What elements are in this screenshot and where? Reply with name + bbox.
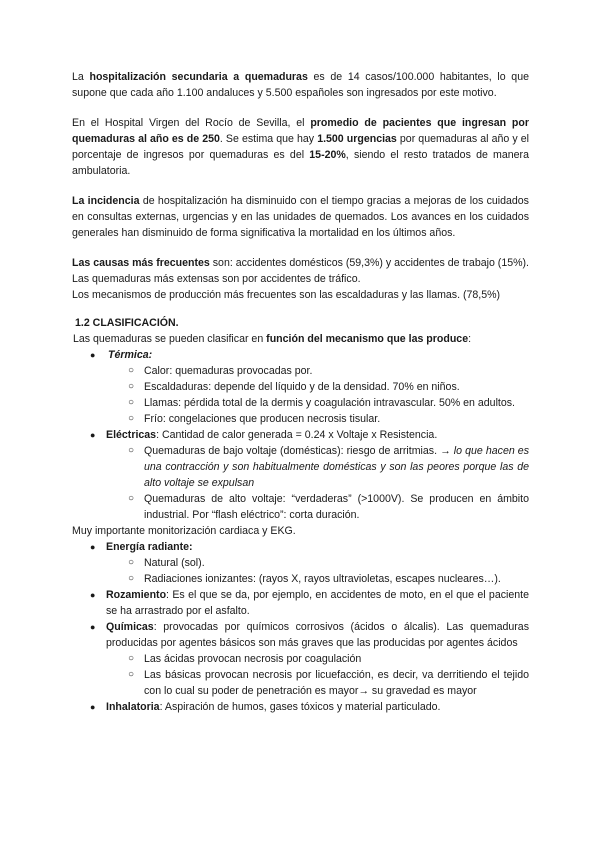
bold-text: 1.500 urgencias bbox=[317, 133, 397, 145]
filled-bullet-icon: ● bbox=[90, 590, 96, 600]
classification-list bbox=[72, 347, 529, 523]
hollow-bullet-icon: ○ bbox=[128, 669, 135, 680]
text: por quemaduras al año y el porcentaje de ingresos por quemaduras es del bbox=[72, 133, 529, 161]
bold-label: Energía radiante: bbox=[106, 541, 193, 553]
list-item-rozamiento bbox=[72, 587, 529, 619]
bold-label: Químicas bbox=[106, 621, 154, 633]
text: : Es el que se da, por ejemplo, en accidentes de moto, en el que el paciente se ha arrastrado por el asfalto. bbox=[106, 589, 529, 617]
text: En el Hospital Virgen del Rocío de Sevilla, el bbox=[72, 117, 311, 129]
text: Las básicas provocan necrosis por licuefacción, es decir, va derritiendo el tejido con lo cual su poder de penetración es mayor→ su gravedad es mayor bbox=[144, 669, 529, 697]
bold-label: Rozamiento bbox=[106, 589, 167, 601]
italic-text: lo que hacen es una contracción y son habitualmente domésticas y son las peores porque las de alto voltaje se expulsan bbox=[144, 445, 529, 489]
list-subitem bbox=[72, 651, 529, 667]
filled-bullet-icon: ● bbox=[90, 702, 96, 712]
list-subitem bbox=[72, 571, 529, 587]
filled-bullet-icon: ● bbox=[90, 350, 96, 360]
bold-text: promedio de pacientes que ingresan por quemaduras al año es de 250 bbox=[72, 117, 529, 145]
text: Quemaduras de alto voltaje: “verdaderas” (>1000V). Se producen en ámbito industrial. Por “flash eléctrico”: corta duración. bbox=[144, 493, 529, 521]
bold-text: La incidencia bbox=[72, 195, 140, 207]
hollow-bullet-icon: ○ bbox=[128, 381, 135, 392]
list-subitem bbox=[72, 443, 529, 491]
paragraph-mecanismos: Los mecanismos de producción más frecuentes son las escaldaduras y las llamas. (78,5%) bbox=[72, 289, 501, 301]
text: Radiaciones ionizantes: (rayos X, rayos ultravioletas, escapes nucleares…). bbox=[144, 573, 501, 585]
bold-text: Las causas más frecuentes bbox=[72, 257, 210, 269]
hollow-bullet-icon: ○ bbox=[128, 557, 135, 568]
text: : provocadas por químicos corrosivos (ácidos o álcalis). Las quemaduras producidas por agentes básicos son más graves que las producidas por agentes ácidos bbox=[106, 621, 529, 649]
list-item-electricas bbox=[72, 427, 529, 443]
hollow-bullet-icon: ○ bbox=[128, 573, 135, 584]
bold-label: Eléctricas bbox=[106, 429, 157, 441]
text: , siendo el resto tratados de manera ambulatoria. bbox=[72, 149, 529, 177]
text: Quemaduras de bajo voltaje (domésticas): riesgo de arritmias. → bbox=[144, 445, 454, 457]
hollow-bullet-icon: ○ bbox=[128, 493, 135, 504]
section-intro bbox=[73, 331, 529, 347]
list-item-termica bbox=[72, 347, 529, 363]
filled-bullet-icon: ● bbox=[90, 622, 96, 632]
text: Llamas: pérdida total de la dermis y coagulación intravascular. 50% en adultos. bbox=[144, 397, 515, 409]
note-monitorizacion: Muy importante monitorización cardiaca y EKG. bbox=[72, 525, 296, 537]
list-item-inhalatoria bbox=[72, 699, 529, 715]
paragraph-hospital-virgen-rocio bbox=[72, 115, 529, 179]
text: de hospitalización ha disminuido con el tiempo gracias a mejoras de los cuidados en consultas externas, urgencias y en las unidades de quemados. Los avances en los cuidados generales han disminuido de forma significativa la mortalidad en los últimos años. bbox=[72, 195, 529, 239]
paragraph-causas bbox=[72, 255, 529, 287]
text: . Se estima que hay bbox=[219, 133, 318, 145]
text: es de 14 casos/100.000 habitantes, lo que supone que cada año 1.100 andaluces y 5.500 españoles son ingresados por este motivo. bbox=[72, 71, 529, 99]
text: : bbox=[468, 333, 472, 345]
text: Las quemaduras se pueden clasificar en bbox=[73, 333, 267, 345]
text: : Cantidad de calor generada = 0.24 x Voltaje x Resistencia. bbox=[156, 429, 438, 441]
bold-italic-label: Térmica: bbox=[108, 349, 153, 361]
bold-text: 15-20% bbox=[309, 149, 346, 161]
list-subitem bbox=[72, 667, 529, 699]
list-subitem bbox=[72, 395, 529, 411]
bold-label: Inhalatoria bbox=[106, 701, 160, 713]
filled-bullet-icon: ● bbox=[90, 430, 96, 440]
list-subitem bbox=[72, 555, 529, 571]
text: La bbox=[72, 71, 90, 83]
text: Las ácidas provocan necrosis por coagulación bbox=[144, 653, 362, 665]
list-subitem bbox=[72, 379, 529, 395]
text: Natural (sol). bbox=[144, 557, 205, 569]
section-heading: 1.2 CLASIFICACIÓN. bbox=[75, 317, 179, 329]
hollow-bullet-icon: ○ bbox=[128, 365, 135, 376]
hollow-bullet-icon: ○ bbox=[128, 413, 135, 424]
text: Calor: quemaduras provocadas por. bbox=[144, 365, 313, 377]
list-subitem bbox=[72, 411, 529, 427]
bold-text: función del mecanismo que las produce bbox=[266, 333, 469, 345]
hollow-bullet-icon: ○ bbox=[128, 397, 135, 408]
text: : Aspiración de humos, gases tóxicos y material particulado. bbox=[159, 701, 441, 713]
text: Frío: congelaciones que producen necrosis tisular. bbox=[144, 413, 381, 425]
hollow-bullet-icon: ○ bbox=[128, 445, 135, 456]
filled-bullet-icon: ● bbox=[90, 542, 96, 552]
paragraph-incidencia bbox=[72, 193, 529, 241]
paragraph-hospitalizacion bbox=[72, 69, 529, 101]
list-subitem bbox=[72, 491, 529, 523]
bold-text: hospitalización secundaria a quemaduras bbox=[89, 71, 308, 83]
list-item-radiante bbox=[72, 539, 529, 555]
text: son: accidentes domésticos (59,3%) y accidentes de trabajo (15%). Las quemaduras más extensas son por accidentes de tráfico. bbox=[72, 257, 529, 285]
hollow-bullet-icon: ○ bbox=[128, 653, 135, 664]
text: Escaldaduras: depende del líquido y de la densidad. 70% en niños. bbox=[144, 381, 460, 393]
document-page bbox=[72, 69, 529, 715]
list-subitem bbox=[72, 363, 529, 379]
classification-list-continued bbox=[72, 539, 529, 715]
list-item-quimicas bbox=[72, 619, 529, 651]
